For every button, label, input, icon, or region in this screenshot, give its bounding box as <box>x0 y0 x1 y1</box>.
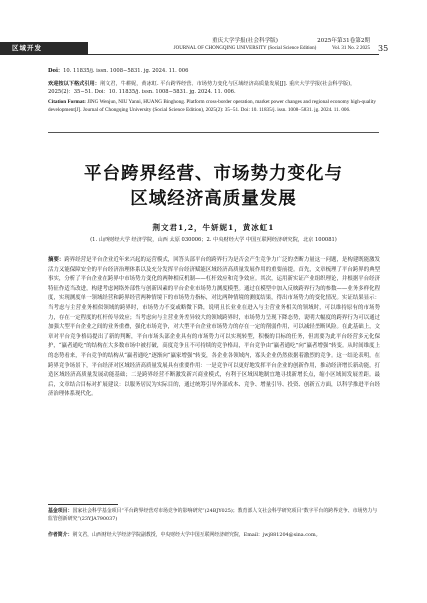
fund-label: 基金项目： <box>48 508 73 514</box>
paper-title-line1: 平台跨界经营、市场势力变化与 <box>84 164 343 184</box>
citation-en-label: Citation Format: <box>48 99 86 105</box>
author-list: 荆文君1,2，牛妍妮1，黄冰虹1 <box>152 223 275 232</box>
journal-name-en: JOURNAL OF CHONGQING UNIVERSITY (Social Science Edition) <box>173 46 317 51</box>
fund-text: 国家社会科学基金项目“平台跨界经营对市场竞争的影响研究”(24BJY025)；教育部人文社会科学研究项目“数字平台的跨界竞争、市场势力与监管创新研究”(23YJA790037) <box>48 508 378 522</box>
author-note <box>48 531 380 539</box>
footnote-divider <box>48 504 118 505</box>
doi-line <box>48 67 380 75</box>
abstract-text: 跨界经营是平台企业近年来兴起的运营模式，回答头部平台的跨界行为是否会产生竞争力广泛的垄断力量这一问题，是构建既能激发活力又能保障安全的平台经济治理体系以及充分发挥平台经济赋能区域经济高质量发展作用的重要前提。首先，文章梳理了平台跨界的典型事实，分析了平台企业在跨界中市场势力变化的两种相反机制——杠杆效应和竞争效应。其次，运用新实证产业组织理论，并根据平台经济特征作适当改进，构建考虑网络外部性与创新因素的平台企业市场势力测度模型。通过在模型中加入反映跨界行为的参数——业务多样化程度，实现测度单一领域经营和跨界经营两种情境下的市场势力指标，对比两种情境的测度结果，得出市场势力的变化情况。实证结果显示：当考虑与主营业务相似领域的跨界时，市场势力不变或略微下降，说明且长业业在进入与主营业务相关的领域时，可以维持原有的市场势力，存在一定程度的杠杆传导效应；当考虑向与主营业务差异较大的领域跨界时，市场势力呈现下降态势，说明大幅度的跨界行为可以通过加强大型平台企业之间的业务重叠，强化市场竞争，对大型平台企业市场势力的存在一定的削弱作用，可以减轻垄断风险。在此基础上，文章对平台竞争格局提出了新的判断，平台市场头部企业具有的市场势力可以实现转型，积极的目标的任务，但需要为此平台经营多元化保护，“赢者通吃”的结构在大多数市场中被打破，高度竞争且不可持续的竞争格局，平台竞争由“赢者通吃”向“赢者增强”转变。从时间维度上的态势看来，平台竞争的结构从“赢者通吃”逐渐向“赢家增强”转变，各企业各领域内，寡头企业仍然依据着激烈的竞争。这一结论表明，在跨界竞争场景下，平台经济对区域经济高质量发展具有重要作用：一是竞争可以更好地发挥平台企业的创新作用，推动经济增长新动能，打造区域经济高质量发展动能基础；二是跨界经营不断激发新兴商业模式，有利于区域因地制宜地寻找新增长点，缩小区域间发展差距。最后，文章结合目标对扩展建议：以服务居民为实际目的，通过统筹引导外部成本、竞争、增量引导、投资、创新五方面，以科学推进平台经济治理体系现代化。 <box>48 257 380 398</box>
citation-zh-label: 欢迎按以下格式引用： <box>48 81 100 87</box>
issue-en: Vol. 31 No. 2 2025 <box>332 46 370 51</box>
citation-en-text: JING Wenjun, NIU Yanni, HUANG Binghong. Platform cross-border operation, market power changes and regional economy high-quality development[J]. Journal of Chongqing University (Social Science Edition), 2025(2): 35−51. Doi: 10. 11835/j. issn. 1008−5831. jg. 2024. 11. 006. <box>48 99 376 113</box>
citation-en <box>48 98 380 114</box>
paper-title-line2: 区域经济高质量发展 <box>130 189 297 209</box>
author-note-text: 荆文君，山西财经大学经济学院副教授，中央财经大学中国互联网经济研究院，Email：jwj881204@sina.com。 <box>72 532 321 538</box>
citation-zh-text: 荆文君，牛耕妮，黄冰虹. 平台跨界经营、市场势力变化与区域经济高质量发展[J]. 重庆大学学报(社会科学版)，2025(2)：35−51. Doi：10. 11835/j. issn. 1008−5831. jg. 2024. 11. 006. <box>48 81 356 95</box>
section-tab: 区域开发 <box>0 42 88 55</box>
author-note-label: 作者简介： <box>48 532 73 538</box>
doi-value[interactable]: 10. 11835/j. issn. 1008−5831. jg. 2024. 11. 006 <box>63 68 189 74</box>
issue-info <box>250 37 370 53</box>
abstract <box>48 256 380 400</box>
abstract-label: 摘要： <box>48 257 65 263</box>
affiliation: (1. 山西财经大学 经济学院，山西 太原 030006；2. 中央财经大学 中国互联网经济研究院，北京 100081) <box>90 237 337 243</box>
fund-note <box>48 507 380 523</box>
issue-zh: 2025年第31卷第2期 <box>317 38 370 44</box>
meta-divider <box>48 132 379 133</box>
page-number: 35 <box>378 44 389 53</box>
citation-zh <box>48 80 380 96</box>
doi-label: Doi： <box>48 68 64 74</box>
journal-name-zh: 重庆大学学报(社会科学版) <box>212 38 278 44</box>
header-divider <box>88 54 379 55</box>
